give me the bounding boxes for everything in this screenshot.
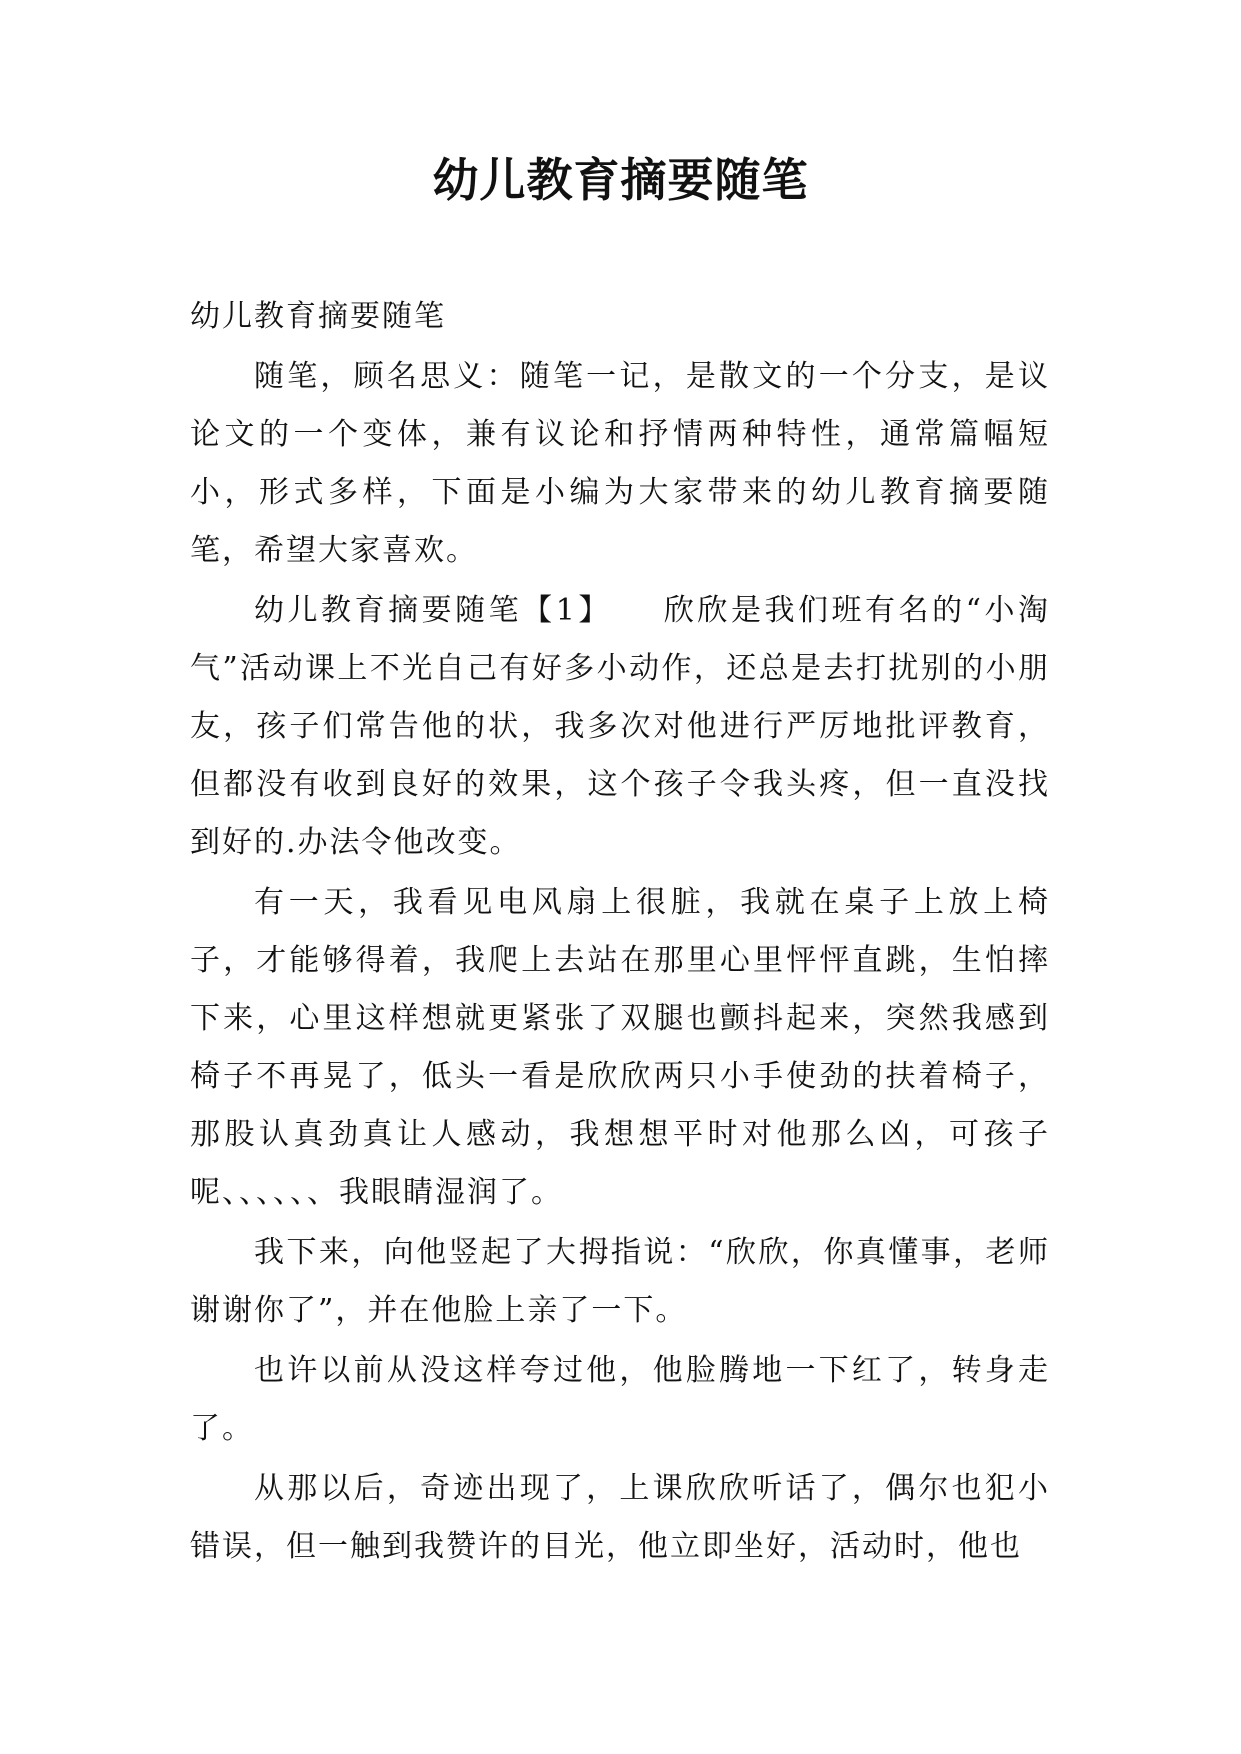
paragraph-story-5: 从那以后，奇迹出现了，上课欣欣听话了，偶尔也犯小错误，但一触到我赞许的目光，他立即坐好，活动时，他也 — [190, 1471, 1050, 1564]
paragraph-subtitle: 幼儿教育摘要随笔 — [190, 299, 446, 334]
paragraph-story-1: 幼儿教育摘要随笔【1】 欣欣是我们班有名的“小淘气”活动课上不光自己有好多小动作，还总是去打扰别的小朋友，孩子们常告他的状，我多次对他进行严厉地批评教育，但都没有收到良好的效果，这个孩子令我头疼，但一直没找到好的.办法令他改变。 — [190, 593, 1050, 860]
paragraph-story-2: 有一天，我看见电风扇上很脏，我就在桌子上放上椅子，才能够得着，我爬上去站在那里心里怦怦直跳，生怕摔下来，心里这样想就更紧张了双腿也颤抖起来，突然我感到椅子不再晃了，低头一看是欣欣两只小手使劲的扶着椅子，那股认真劲真让人感动，我想想平时对他那么凶，可孩子呢、、、、、、我眼睛湿润了。 — [190, 885, 1050, 1210]
paragraph-intro: 随笔，顾名思义：随笔一记，是散文的一个分支，是议论文的一个变体，兼有议论和抒情两种特性，通常篇幅短小，形式多样，下面是小编为大家带来的幼儿教育摘要随笔，希望大家喜欢。 — [190, 359, 1050, 568]
paragraph-story-3: 我下来，向他竖起了大拇指说：“欣欣，你真懂事，老师谢谢你了”，并在他脸上亲了一下。 — [190, 1235, 1050, 1328]
document-title: 幼儿教育摘要随笔 — [432, 153, 809, 207]
document-body — [190, 288, 1050, 1576]
paragraph-story-4: 也许以前从没这样夸过他，他脸腾地一下红了，转身走了。 — [190, 1353, 1050, 1446]
